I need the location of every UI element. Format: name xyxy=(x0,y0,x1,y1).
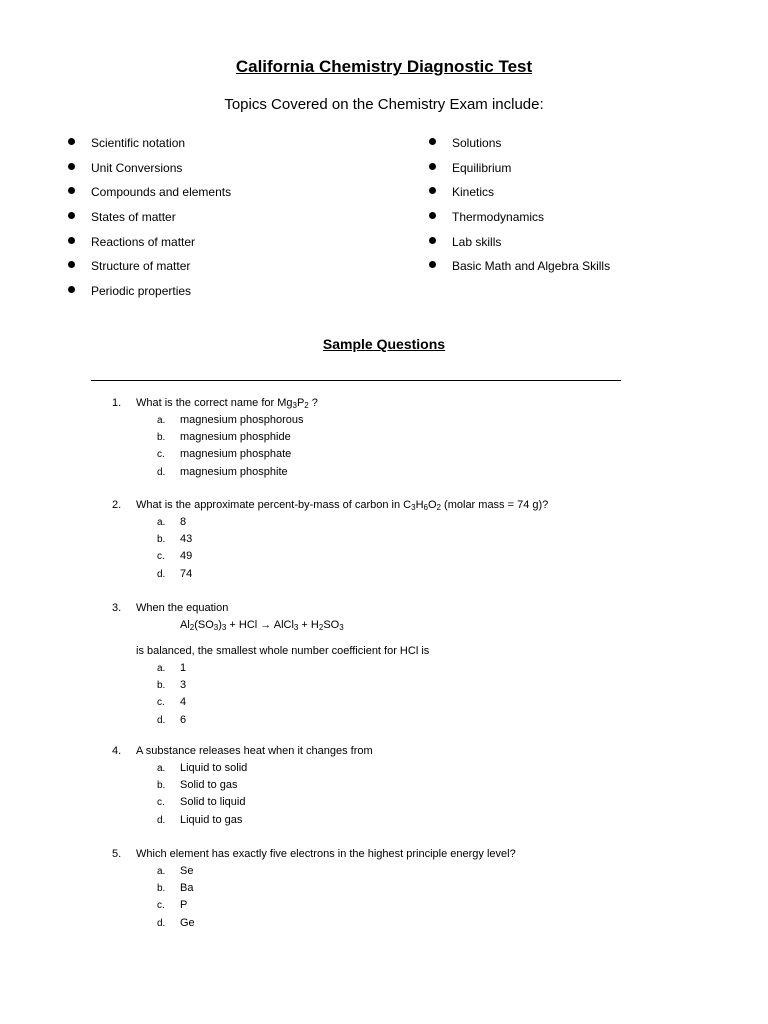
topic-label: Basic Math and Algebra Skills xyxy=(452,259,611,274)
question-continuation: is balanced, the smallest whole number coefficient for HCl is xyxy=(136,645,430,657)
topic-item xyxy=(68,282,231,307)
topic-label: Kinetics xyxy=(452,185,495,200)
document-title: California Chemistry Diagnostic Test xyxy=(235,57,533,76)
topics-list-right xyxy=(429,134,610,282)
topic-item xyxy=(429,183,610,208)
bullet-icon xyxy=(68,237,75,244)
chemical-equation: $Al_2(SO_3)_3$ + HCl → AlCl$_3$ + $H_2SO_3$ xyxy=(180,619,344,632)
topic-item xyxy=(68,208,231,233)
document-page: California Chemistry Diagnostic Test Topics Covered on the Chemistry Exam include: Scientific notation Unit Conversions Compounds and elements States of matter Reactions of matter Structure of matter Periodic properties Solutions Equilibrium Kinetics Thermodynamics Lab skills Basic Math and Algebra Skills Sample Questions 1. What is the correct name for $Mg_3P_2$ ? a. magnesium phosphorous b. magnesium phosphide c. magnesium phosphate d. magnesium phosphite 2. What is the approximate percent-by-mass of carbon in $C_3H_6O_2$ (molar mass = 74 g)? a. 8 b. 43 c. 49 d. 74 3. When the equation $Al_2(SO_3)_3$ + HCl → AlCl$_3$ + $H_2SO_3$ is balanced, the smallest whole number coefficient for HCl is a. 1 b. 3 c. 4 d. 6 4. A substance releases heat when it changes from a. Liquid to solid b. Solid to gas c. Solid to liquid d. Liquid to gas 5. Which element has exactly five electrons in the highest principle energy level? a. Se b. Ba c. P d. Ge xyxy=(0,0,768,1024)
topic-label: Compounds and elements xyxy=(91,185,232,200)
topic-label: Lab skills xyxy=(452,234,502,249)
question-text: What is the approximate percent-by-mass of carbon in $C_3H_6O_2$ (molar mass = 74 g)? xyxy=(136,499,549,512)
topic-label: Equilibrium xyxy=(452,160,512,175)
topic-label: Unit Conversions xyxy=(91,160,183,175)
topic-item xyxy=(429,159,610,184)
bullet-icon xyxy=(68,261,75,268)
separator-line xyxy=(91,380,621,381)
bullet-icon xyxy=(68,187,75,194)
bullet-icon xyxy=(429,138,436,145)
topic-item xyxy=(429,134,610,159)
topic-label: Reactions of matter xyxy=(91,234,196,249)
bullet-icon xyxy=(429,212,436,219)
topics-list-left xyxy=(68,134,231,307)
question-number: 5. xyxy=(112,848,122,860)
question-number: 4. xyxy=(112,745,122,757)
bullet-icon xyxy=(68,138,75,145)
bullet-icon xyxy=(429,237,436,244)
topic-item xyxy=(68,134,231,159)
question-number: 2. xyxy=(112,499,122,511)
question-text: A substance releases heat when it changes from xyxy=(136,745,373,757)
topic-label: Thermodynamics xyxy=(452,210,545,225)
sample-questions-heading: Sample Questions xyxy=(322,336,446,352)
topic-label: Solutions xyxy=(452,136,502,150)
bullet-icon xyxy=(68,163,75,170)
question-text: What is the correct name for $Mg_3P_2$ ? xyxy=(136,397,318,410)
bullet-icon xyxy=(429,187,436,194)
bullet-icon xyxy=(429,261,436,268)
bullet-icon xyxy=(68,286,75,293)
question-number: 1. xyxy=(112,397,122,409)
topic-label: Scientific notation xyxy=(91,136,186,150)
question-text: When the equation xyxy=(136,602,229,614)
topic-item xyxy=(429,257,610,282)
topic-item xyxy=(68,233,231,258)
bullet-icon xyxy=(429,163,436,170)
topic-item xyxy=(68,183,231,208)
topic-label: Periodic properties xyxy=(91,284,192,299)
question-text: Which element has exactly five electrons in the highest principle energy level? xyxy=(136,848,516,860)
question-number: 3. xyxy=(112,602,122,614)
topic-label: States of matter xyxy=(91,210,176,225)
topic-item xyxy=(429,208,610,233)
topic-item xyxy=(68,257,231,282)
topic-item xyxy=(68,159,231,184)
bullet-icon xyxy=(68,212,75,219)
topic-item xyxy=(429,233,610,258)
topics-subtitle: Topics Covered on the Chemistry Exam include: xyxy=(224,96,544,113)
topic-label: Structure of matter xyxy=(91,259,191,274)
